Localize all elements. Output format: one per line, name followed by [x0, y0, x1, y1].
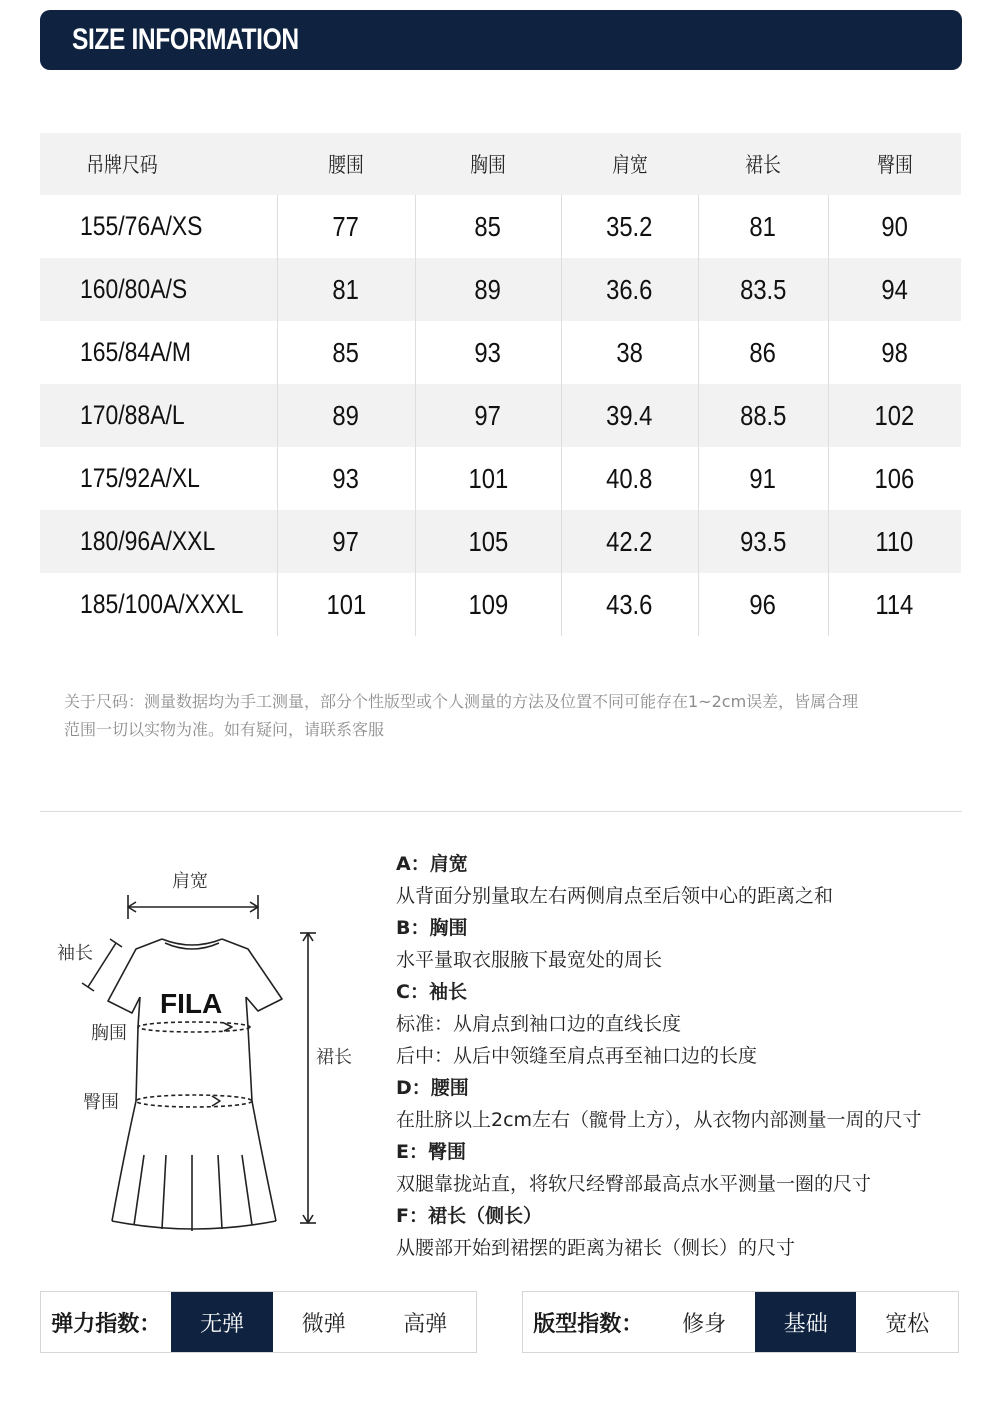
- instruction-title: A：肩宽: [396, 853, 468, 875]
- table-cell: 36.6: [561, 258, 698, 321]
- table-cell: 97: [415, 384, 561, 447]
- header-bar: [40, 10, 962, 70]
- column-header: 肩宽: [611, 153, 648, 177]
- fit-option-regular: 基础: [755, 1292, 857, 1352]
- table-cell: 180/96A/XXL: [80, 526, 216, 556]
- note-line: 关于尺码：测量数据均为手工测量，部分个性版型或个人测量的方法及位置不同可能存在1~2cm误差，皆属合理: [64, 692, 859, 711]
- size-table: [40, 133, 961, 636]
- table-cell: 38: [561, 321, 698, 384]
- table-cell: 91: [698, 447, 828, 510]
- instruction-title: C：袖长: [396, 981, 467, 1003]
- table-cell: 40.8: [561, 447, 698, 510]
- instruction-text: 从背面分别量取左右两侧肩点至后领中心的距离之和: [396, 885, 834, 907]
- fit-option-slim: 修身: [682, 1311, 727, 1337]
- column-header: 胸围: [470, 153, 506, 177]
- instruction-text: 后中：从后中领缝至肩点再至袖口边的长度: [396, 1045, 758, 1067]
- table-cell: 43.6: [561, 573, 698, 636]
- column-header: 臀围: [876, 153, 913, 177]
- table-cell: 81: [277, 258, 415, 321]
- length-label: 裙长: [316, 1047, 352, 1068]
- table-cell: 96: [698, 573, 828, 636]
- table-cell: 35.2: [561, 195, 698, 258]
- dress-diagram: [40, 855, 380, 1245]
- fit-label: 版型指数：: [533, 1311, 644, 1337]
- elasticity-index: [40, 1291, 477, 1353]
- column-header: 吊牌尺码: [86, 153, 158, 177]
- fit-index: [522, 1291, 959, 1353]
- table-cell: 105: [415, 510, 561, 573]
- table-cell: 86: [698, 321, 828, 384]
- table-cell: 93: [415, 321, 561, 384]
- table-cell: 42.2: [561, 510, 698, 573]
- instruction-text: 从腰部开始到裙摆的距离为裙长（侧长）的尺寸: [396, 1237, 796, 1259]
- table-cell: 90: [828, 195, 961, 258]
- sleeve-label: 袖长: [57, 943, 93, 964]
- elasticity-option-none: 无弹: [171, 1292, 273, 1352]
- measurement-instructions: [396, 848, 986, 1264]
- table-cell: 101: [277, 573, 415, 636]
- instruction-title: D：腰围: [396, 1077, 469, 1099]
- instruction-text: 标准：从肩点到袖口边的直线长度: [396, 1013, 682, 1035]
- table-cell: 110: [828, 510, 961, 573]
- table-row: [40, 321, 961, 384]
- table-header-row: [40, 133, 961, 195]
- table-cell: 39.4: [561, 384, 698, 447]
- table-cell: 85: [415, 195, 561, 258]
- table-cell: 109: [415, 573, 561, 636]
- table-cell: 83.5: [698, 258, 828, 321]
- column-header: 腰围: [328, 153, 364, 177]
- instruction-title: B：胸围: [396, 917, 468, 939]
- instruction-text: 在肚脐以上2cm左右（髋骨上方），从衣物内部测量一周的尺寸: [396, 1109, 922, 1131]
- table-cell: 94: [828, 258, 961, 321]
- table-cell: 165/84A/M: [80, 337, 192, 367]
- size-note: [64, 688, 964, 744]
- table-cell: 89: [415, 258, 561, 321]
- fit-option-loose: 宽松: [885, 1311, 930, 1337]
- instruction-title: E：臀围: [396, 1141, 466, 1163]
- shoulder-label: 肩宽: [172, 871, 208, 892]
- table-cell: 155/76A/XS: [80, 211, 203, 241]
- note-line: 范围一切以实物为准。如有疑问，请联系客服: [64, 720, 385, 739]
- instruction-title: F：裙长（侧长）: [396, 1205, 542, 1227]
- elasticity-option-slight: 微弹: [301, 1311, 346, 1337]
- table-cell: 93: [277, 447, 415, 510]
- table-cell: 97: [277, 510, 415, 573]
- table-row: [40, 573, 961, 636]
- table-row: [40, 447, 961, 510]
- column-header: 裙长: [745, 153, 781, 177]
- table-cell: 106: [828, 447, 961, 510]
- table-cell: 93.5: [698, 510, 828, 573]
- section-divider: [40, 811, 962, 812]
- table-cell: 77: [277, 195, 415, 258]
- header-title: SIZE INFORMATION: [72, 23, 299, 56]
- table-row: [40, 384, 961, 447]
- table-cell: 98: [828, 321, 961, 384]
- chest-label: 胸围: [91, 1023, 127, 1044]
- table-cell: 185/100A/XXXL: [80, 589, 244, 619]
- table-cell: 81: [698, 195, 828, 258]
- table-cell: 170/88A/L: [80, 400, 185, 430]
- table-cell: 101: [415, 447, 561, 510]
- instruction-text: 双腿靠拢站直，将软尺经臀部最高点水平测量一圈的尺寸: [396, 1173, 872, 1195]
- table-cell: 175/92A/XL: [80, 463, 200, 493]
- table-cell: 114: [828, 573, 961, 636]
- elasticity-label: 弹力指数：: [51, 1311, 162, 1337]
- hip-label: 臀围: [83, 1092, 119, 1113]
- table-cell: 85: [277, 321, 415, 384]
- table-row: [40, 195, 961, 258]
- instruction-text: 水平量取衣服腋下最宽处的周长: [396, 949, 663, 971]
- table-cell: 88.5: [698, 384, 828, 447]
- table-row: [40, 510, 961, 573]
- table-row: [40, 258, 961, 321]
- table-cell: 102: [828, 384, 961, 447]
- fila-logo: FILA: [160, 988, 223, 1019]
- table-cell: 160/80A/S: [80, 274, 188, 304]
- table-cell: 89: [277, 384, 415, 447]
- elasticity-option-high: 高弹: [403, 1311, 448, 1337]
